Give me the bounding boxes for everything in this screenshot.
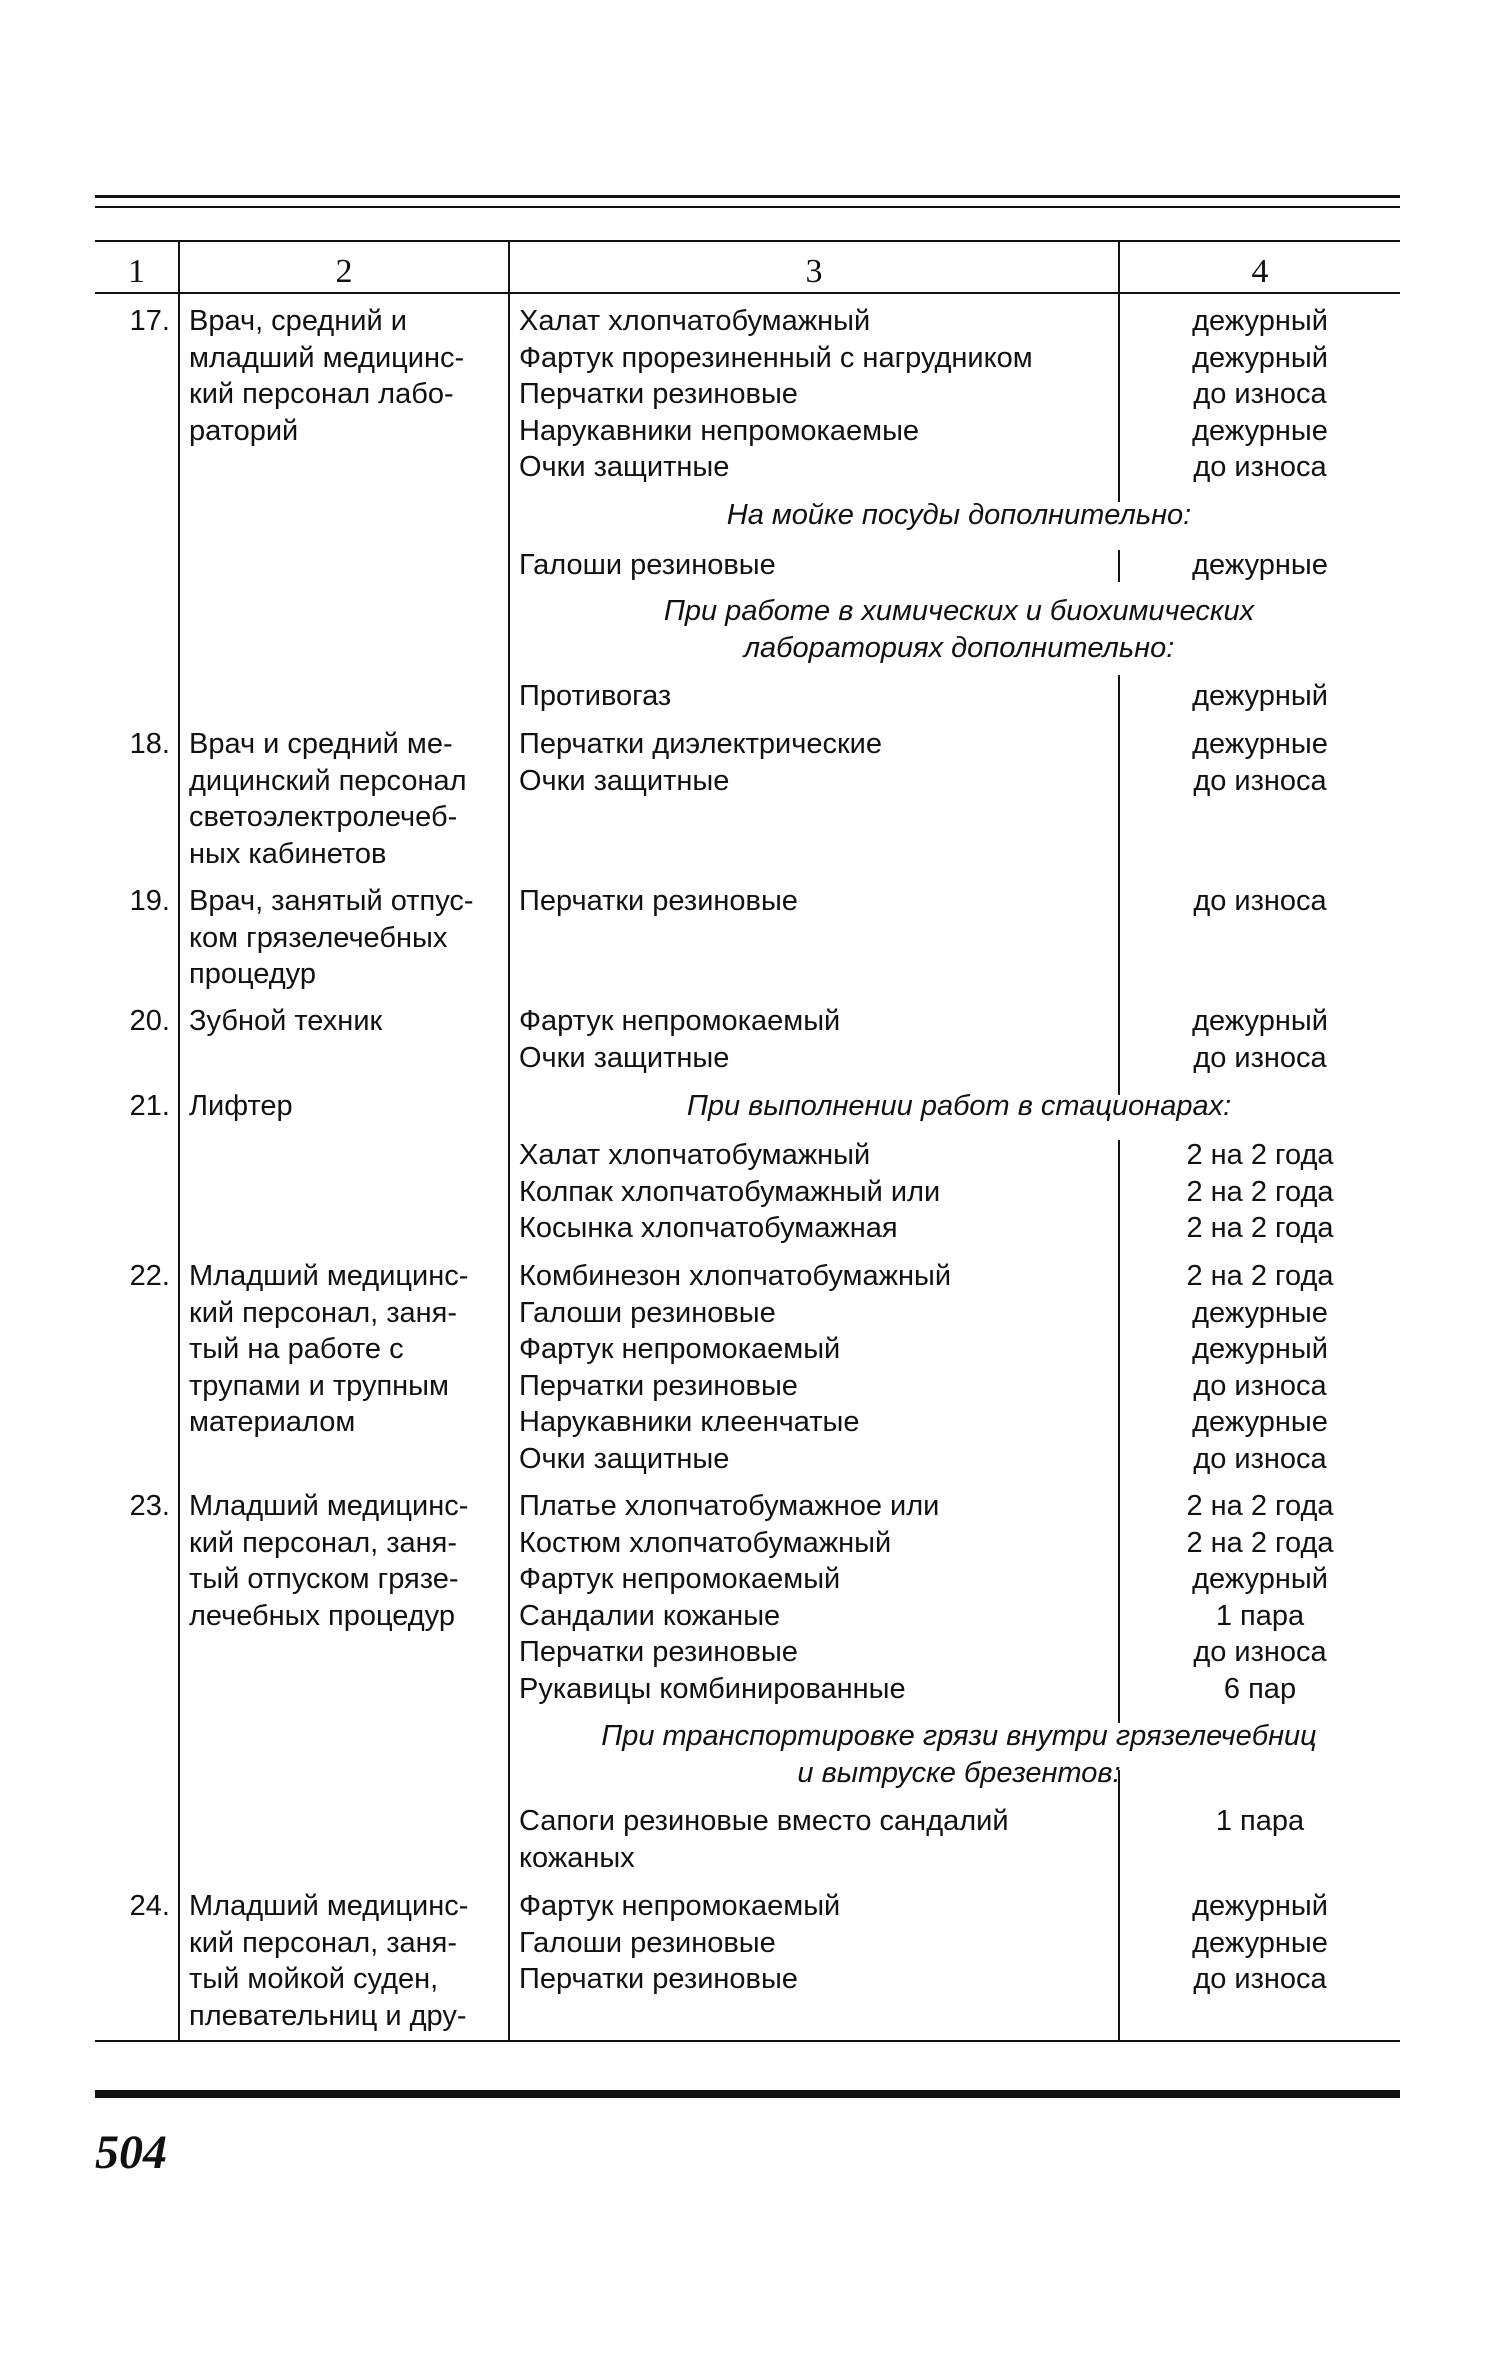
row-items: Халат хлопчатобумажный Колпак хлопчатобумажный или Косынка хлопчатобумажная (519, 1139, 941, 1245)
row-items: Комбинезон хлопчатобумажный Галоши резиновые Фартук непромокаемый Перчатки резиновые Нарукавники клеенчатые Очки защитные (519, 1260, 952, 1475)
row-items: Сапоги резиновые вместо сандалий кожаных (519, 1805, 1009, 1874)
header-col-3: 3 (805, 253, 823, 290)
row-number: 19. (129, 885, 170, 917)
section-note: На мойке посуды дополнительно: (726, 499, 1192, 531)
header-col-1: 1 (128, 253, 145, 290)
row-terms: 2 на 2 года дежурные дежурный до износа дежурные до износа (1186, 1260, 1334, 1475)
section-note: При работе в химических и биохимических лабораториях дополнительно: (663, 595, 1255, 664)
section-note: При транспортировке грязи внутри грязелечебниц и вытруске брезентов: (601, 1720, 1317, 1789)
row-who: Младший медицинс- кий персонал, заня- тый мойкой суден, плевательниц и дру- (189, 1890, 469, 2032)
row-terms: 2 на 2 года 2 на 2 года дежурный 1 пара до износа 6 пар (1186, 1490, 1334, 1705)
table-bottom-rule (95, 2040, 1400, 2042)
row-items: Фартук непромокаемый Очки защитные (519, 1005, 841, 1074)
row-term: дежурные (1192, 549, 1328, 581)
row-terms: дежурный дежурный до износа дежурные до износа (1192, 305, 1328, 484)
col-line-1 (178, 240, 180, 2042)
row-items: Халат хлопчатобумажный Фартук прорезиненный с нагрудником Перчатки резиновые Нарукавники непромокаемые Очки защитные (519, 305, 1033, 484)
row-who: Зубной техник (189, 1005, 383, 1037)
row-terms: дежурный дежурные до износа (1192, 1890, 1328, 1996)
row-term: дежурный (1192, 680, 1328, 712)
row-item: Галоши резиновые (519, 549, 776, 581)
row-who: Младший медицинс- кий персонал, заня- тый на работе с трупами и трупным материалом (189, 1260, 469, 1439)
top-rule-2 (95, 206, 1400, 208)
header-top-rule (95, 240, 1400, 242)
row-who: Младший медицинс- кий персонал, заня- тый отпуском грязе- лечебных процедур (189, 1490, 469, 1632)
col-line-2 (508, 240, 510, 2042)
page-number: 504 (95, 2126, 167, 2179)
row-number: 18. (129, 728, 170, 760)
row-term: 1 пара (1215, 1805, 1305, 1837)
row-items: Фартук непромокаемый Галоши резиновые Перчатки резиновые (519, 1890, 841, 1996)
section-note: При выполнении работ в стационарах: (686, 1090, 1232, 1122)
row-number: 21. (129, 1090, 170, 1122)
row-who: Врач, занятый отпус- ком грязелечебных процедур (189, 885, 474, 991)
bottom-thick-rule (95, 2090, 1400, 2098)
row-number: 17. (129, 305, 170, 337)
row-terms: до износа (1193, 885, 1327, 917)
row-terms: 2 на 2 года 2 на 2 года 2 на 2 года (1186, 1139, 1334, 1245)
row-items: Перчатки резиновые (519, 885, 798, 917)
row-who: Врач, средний и младший медицинс- кий персонал лабо- раторий (189, 305, 465, 447)
row-number: 22. (129, 1260, 170, 1292)
row-items: Платье хлопчатобумажное или Костюм хлопчатобумажный Фартук непромокаемый Сандалии кожаные Перчатки резиновые Рукавицы комбинированные (519, 1490, 940, 1705)
row-number: 24. (129, 1890, 170, 1922)
row-items: Перчатки диэлектрические Очки защитные (519, 728, 882, 797)
top-rule-1 (95, 195, 1400, 198)
row-terms: дежурный до износа (1192, 1005, 1328, 1074)
header-col-4: 4 (1251, 253, 1269, 290)
row-number: 20. (129, 1005, 170, 1037)
header-col-2: 2 (335, 253, 353, 290)
row-terms: дежурные до износа (1192, 728, 1328, 797)
row-who: Лифтер (189, 1090, 293, 1122)
row-who: Врач и средний ме- дицинский персонал светоэлектролечеб- ных кабинетов (189, 728, 467, 870)
row-number: 23. (129, 1490, 170, 1522)
row-item: Противогаз (519, 680, 672, 712)
